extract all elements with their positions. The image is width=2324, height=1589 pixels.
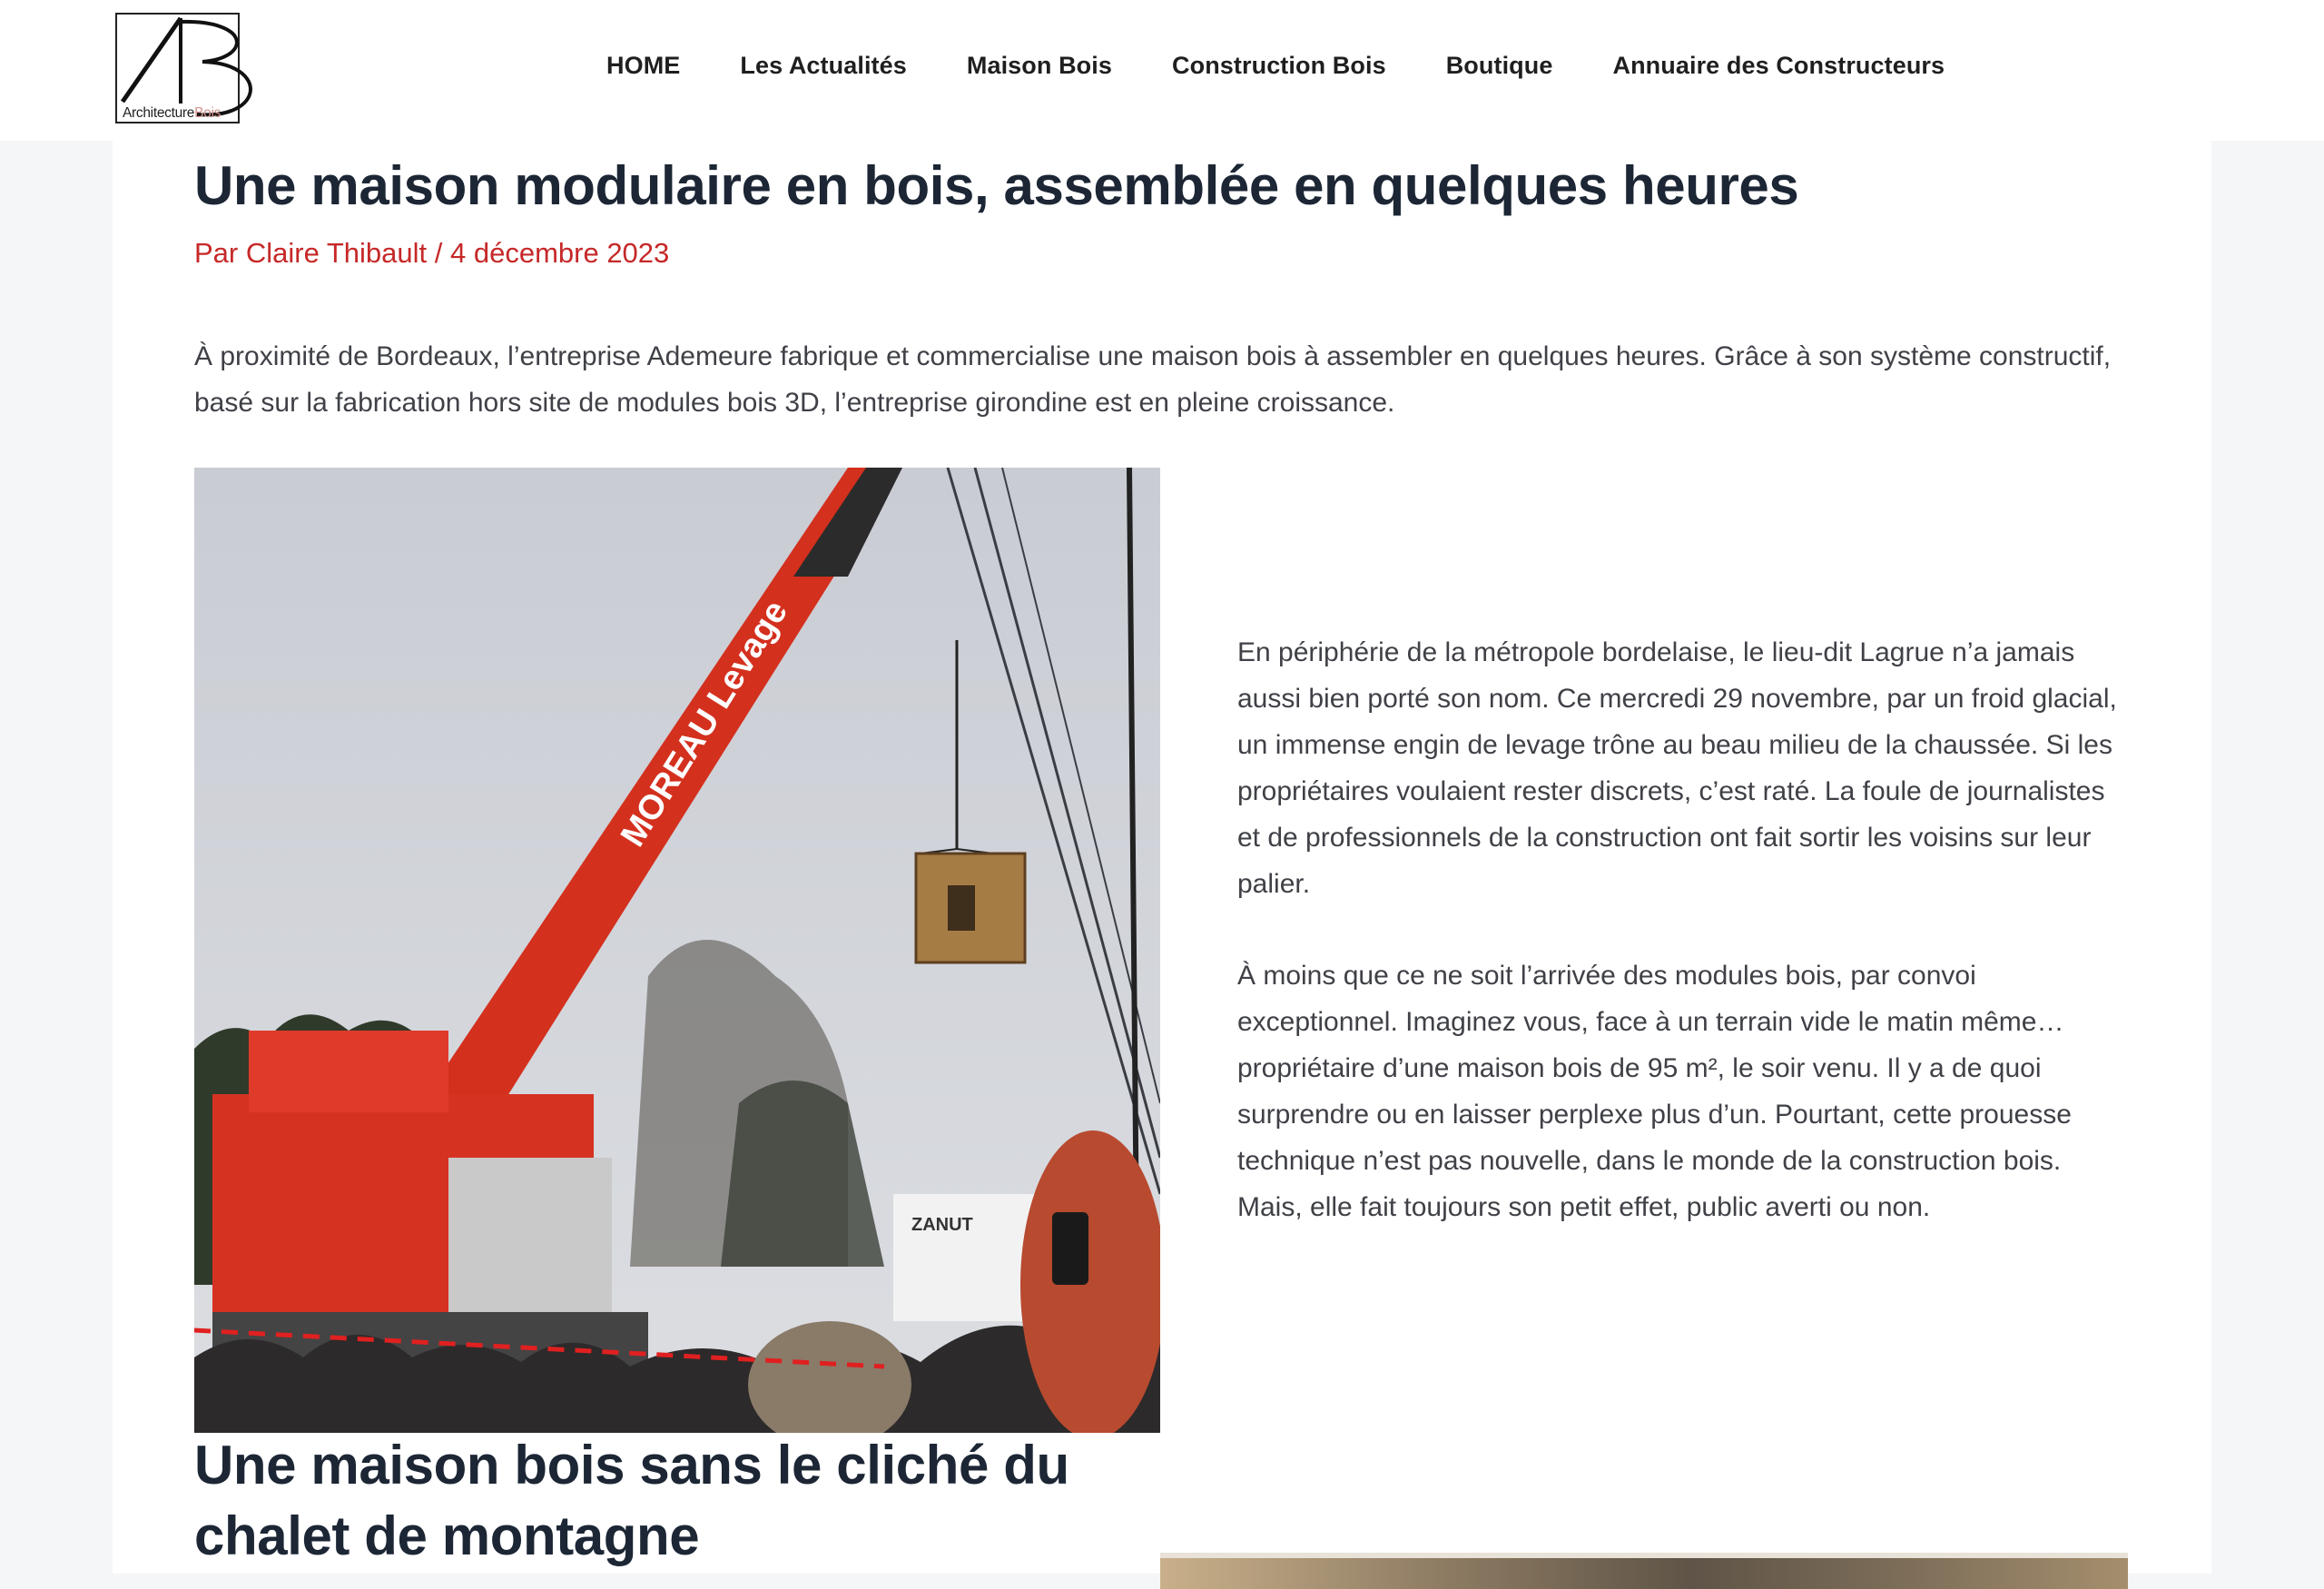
article-subheading: Une maison bois sans le cliché du chalet de montagne [194, 1435, 1069, 1566]
article-side-text [1237, 629, 2132, 1230]
truck-brand-label: ZANUT [911, 1215, 973, 1235]
nav-home[interactable]: HOME [606, 52, 681, 79]
logo-wordmark: ArchitectureBois [123, 105, 222, 121]
nav-boutique[interactable]: Boutique [1445, 52, 1553, 79]
crane-lifting-module-photo [194, 468, 1160, 1433]
photo-top-strip [1160, 1553, 2128, 1558]
nav-construction-bois[interactable]: Construction Bois [1172, 52, 1386, 79]
article-byline[interactable]: Par Claire Thibault / 4 décembre 2023 [194, 237, 670, 269]
nav-maison-bois[interactable]: Maison Bois [966, 52, 1112, 79]
article-intro: À proximité de Bordeaux, l’entreprise Ademeure fabrique et commercialise une maison bois à assembler en quelques heures. Grâce à son système constructif, basé sur la fabrication hors site de modules bois 3D, l’entreprise girondine est en pleine croissance. [194, 341, 2112, 418]
paragraph: À moins que ce ne soit l’arrivée des modules bois, par convoi exceptionnel. Imaginez vous, face à un terrain vide le matin même… propriétaire d’une maison bois de 95 m², le soir venu. Il y a de quoi surprendre ou en laisser perplexe plus d’un. Pourtant, cette prouesse technique n’est pas nouvelle, dans le monde de la construction bois. Mais, elle fait toujours son petit effet, public averti ou non. [1237, 961, 2072, 1222]
nav-actualites[interactable]: Les Actualités [740, 52, 907, 79]
second-article-photo [1160, 1553, 2128, 1589]
site-logo[interactable] [115, 13, 274, 125]
crane-brand-label: MOREAU Levage [614, 594, 796, 854]
site-header [0, 0, 2324, 141]
main-nav [606, 52, 1945, 88]
paragraph: En périphérie de la métropole bordelaise, le lieu-dit Lagrue n’a jamais aussi bien porté son nom. Ce mercredi 29 novembre, par un froid glacial, un immense engin de levage trône au beau milieu de la chaussée. Si les propriétaires voulaient rester discrets, c’est raté. La foule de journalistes et de professionnels de la construction ont fait sortir les voisins sur leur palier. [1237, 637, 2117, 899]
nav-annuaire[interactable]: Annuaire des Constructeurs [1612, 52, 1945, 79]
article-title: Une maison modulaire en bois, assemblée en quelques heures [194, 155, 1799, 216]
article-body [113, 141, 2211, 1574]
